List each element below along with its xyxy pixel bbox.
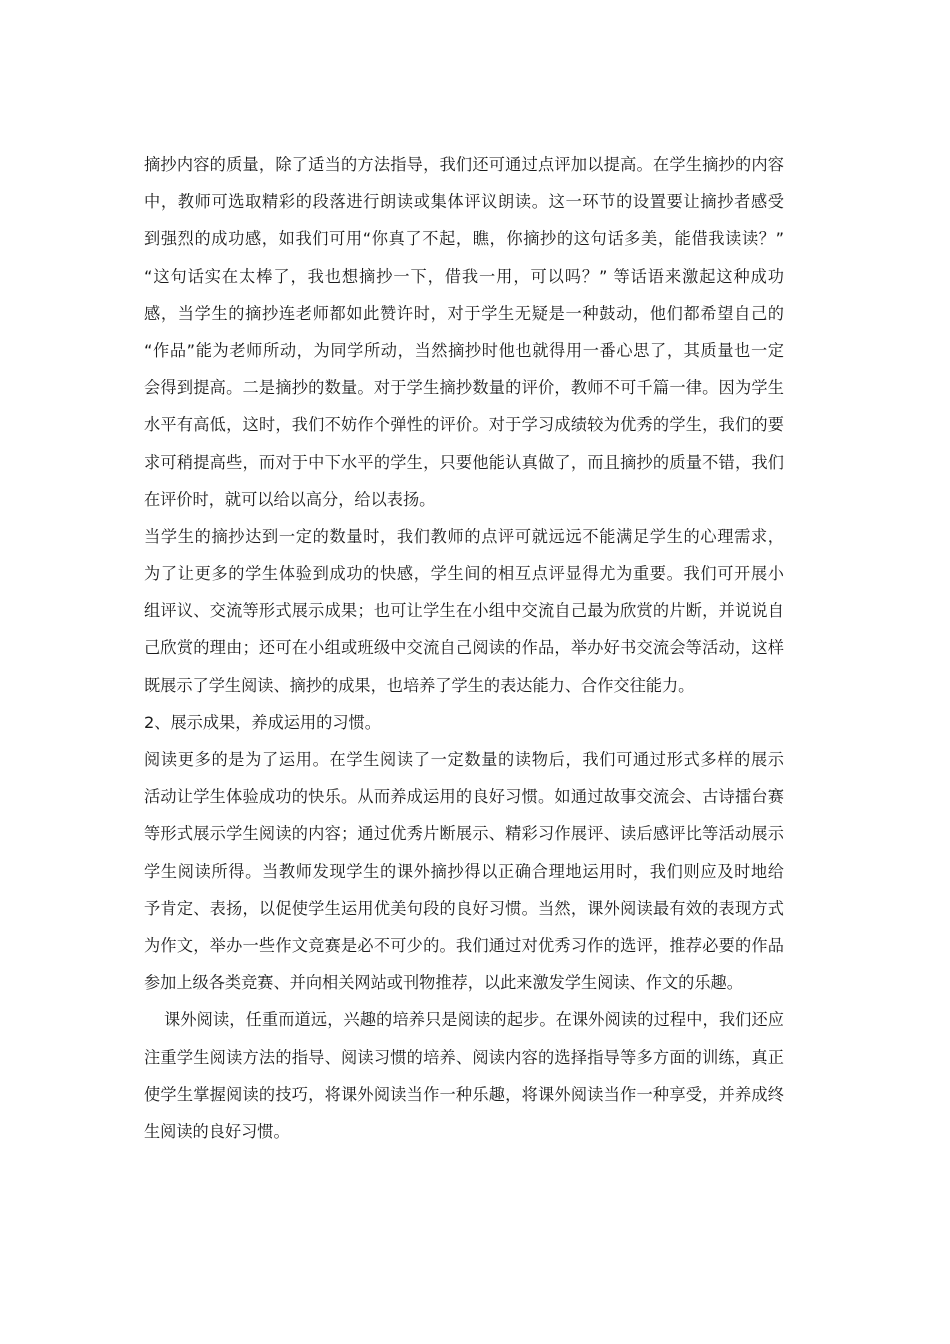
text-line: 中，教师可选取精彩的段落进行朗读或集体评议朗读。这一环节的设置要让摘抄者感受	[144, 192, 784, 212]
text-line: 予肯定、表扬，以促使学生运用优美句段的良好习惯。当然，课外阅读最有效的表现方式	[144, 898, 784, 918]
text-line: 参加上级各类竞赛、并向相关网站或刊物推荐，以此来激发学生阅读、作文的乐趣。	[144, 973, 743, 993]
text-line: 生阅读的良好习惯。	[144, 1121, 290, 1141]
text-line: 当学生的摘抄达到一定的数量时，我们教师的点评可就远远不能满足学生的心理需求，	[144, 526, 784, 546]
text-line: 学生阅读所得。当教师发现学生的课外摘抄得以正确合理地运用时，我们则应及时地给	[144, 861, 784, 881]
text-line: 求可稍提高些，而对于中下水平的学生，只要他能认真做了，而且摘抄的质量不错，我们	[144, 452, 784, 472]
text-line: 水平有高低，这时，我们不妨作个弹性的评价。对于学习成绩较为优秀的学生，我们的要	[144, 415, 784, 435]
text-line: 阅读更多的是为了运用。在学生阅读了一定数量的读物后，我们可通过形式多样的展示	[144, 750, 784, 769]
text-line: 注重学生阅读方法的指导、阅读习惯的培养、阅读内容的选择指导等多方面的训练，真正	[144, 1047, 784, 1067]
text-line: “作品”能为老师所动，为同学所动，当然摘抄时他也就得用一番心思了，其质量也一定	[144, 340, 784, 360]
section-heading: 2、展示成果，养成运用的习惯。	[144, 712, 381, 732]
text-line: 为作文，举办一些作文竞赛是必不可少的。我们通过对优秀习作的选评，推荐必要的作品	[144, 935, 784, 955]
text-line: 在评价时，就可以给以高分，给以表扬。	[144, 489, 436, 509]
text-line: 感，当学生的摘抄连老师都如此赞许时，对于学生无疑是一种鼓动，他们都希望自己的	[144, 303, 784, 323]
text-line: 课外阅读，任重而道远，兴趣的培养只是阅读的起步。在课外阅读的过程中，我们还应	[164, 1010, 784, 1030]
text-line: 到强烈的成功感，如我们可用“你真了不起，瞧，你摘抄的这句话多美，能借我读读？”	[144, 229, 784, 249]
text-line: 组评议、交流等形式展示成果；也可让学生在小组中交流自己最为欣赏的片断，并说说自	[144, 601, 784, 621]
text-line: 己欣赏的理由；还可在小组或班级中交流自己阅读的作品，举办好书交流会等活动，这样	[144, 638, 784, 658]
text-line: 摘抄内容的质量，除了适当的方法指导，我们还可通过点评加以提高。在学生摘抄的内容	[144, 155, 784, 174]
text-line: 活动让学生体验成功的快乐。从而养成运用的良好习惯。如通过故事交流会、古诗擂台赛	[144, 787, 784, 807]
text-line: 既展示了学生阅读、摘抄的成果，也培养了学生的表达能力、合作交往能力。	[144, 675, 695, 695]
document-body	[144, 146, 784, 1150]
text-line: 使学生掌握阅读的技巧，将课外阅读当作一种乐趣，将课外阅读当作一种享受，并养成终	[144, 1084, 784, 1104]
text-line: 等形式展示学生阅读的内容；通过优秀片断展示、精彩习作展评、读后感评比等活动展示	[144, 824, 784, 844]
text-line: “这句话实在太棒了，我也想摘抄一下，借我一用，可以吗？” 等话语来激起这种成功	[144, 266, 784, 286]
text-line: 为了让更多的学生体验到成功的快感，学生间的相互点评显得尤为重要。我们可开展小	[144, 564, 784, 584]
text-line: 会得到提高。二是摘抄的数量。对于学生摘抄数量的评价，教师不可千篇一律。因为学生	[144, 378, 784, 398]
